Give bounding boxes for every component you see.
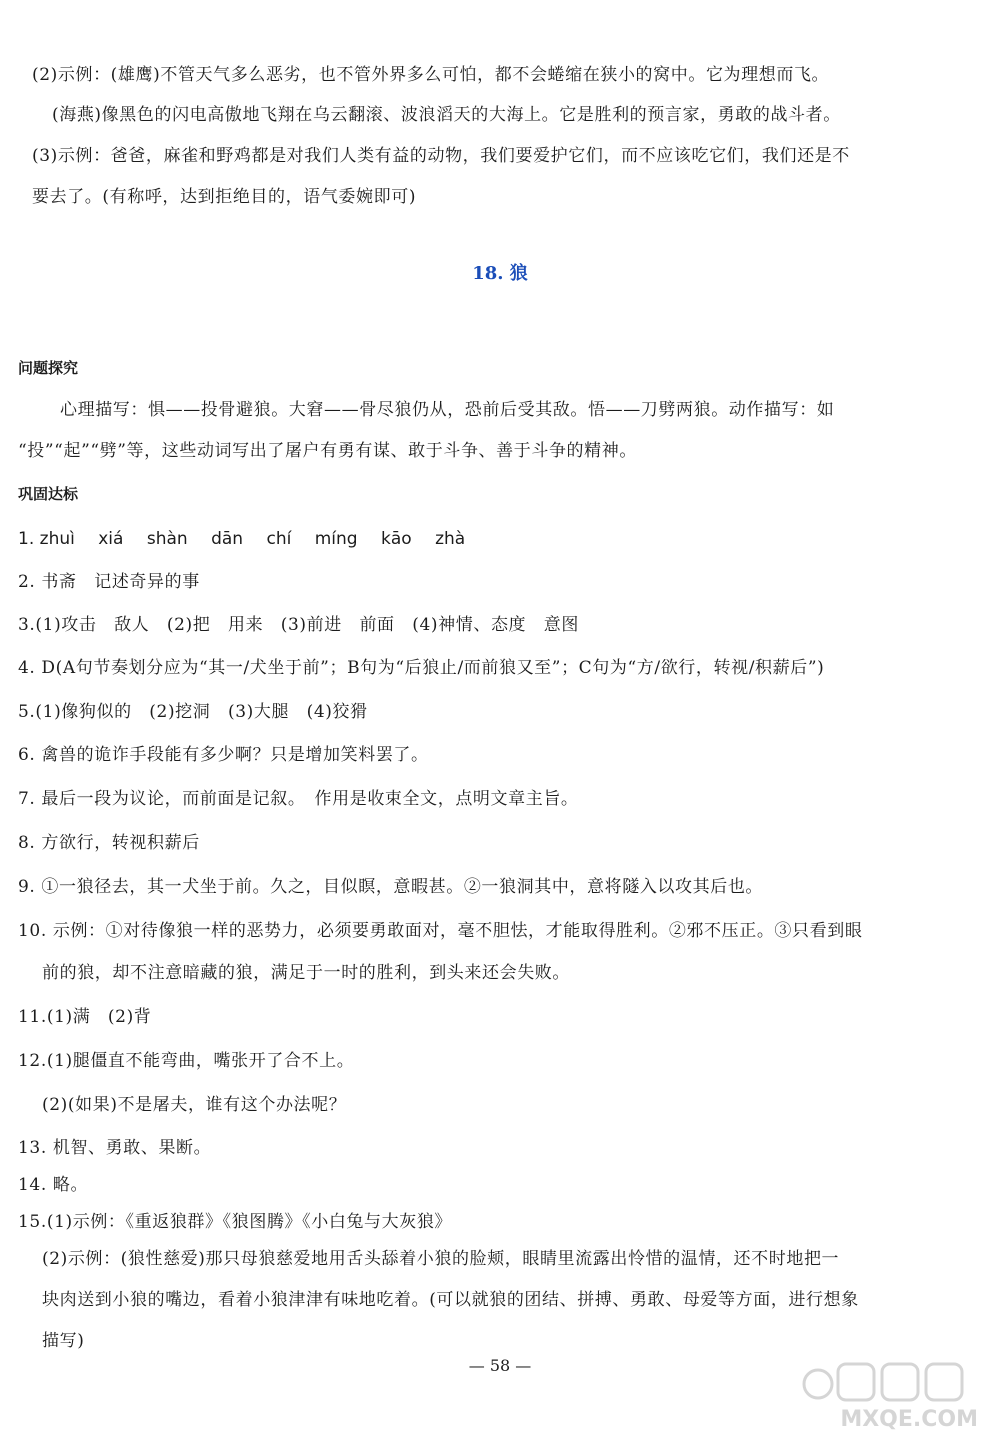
watermark-text: MXQE.COM: [840, 1407, 978, 1432]
paragraph-line: 心理描写：惧——投骨避狼。大窘——骨尽狼仍从，恐前后受其敌。悟——刀劈两狼。动作描写：如: [60, 400, 835, 420]
pinyin-item: míng: [314, 529, 358, 549]
answer-item: 6. 禽兽的诡诈手段能有多少啊？只是增加笑料罢了。: [18, 745, 429, 765]
answer-item: 描写): [42, 1331, 85, 1351]
watermark-logo-icon: [778, 1360, 988, 1432]
pinyin-answer-row: [18, 528, 483, 550]
answer-item: 15.(1)示例：《重返狼群》《狼图腾》《小白兔与大灰狼》: [18, 1212, 453, 1232]
pinyin-item: zhuì: [39, 529, 75, 549]
pinyin-item: kāo: [381, 529, 412, 549]
answer-item: 前的狼，却不注意暗藏的狼，满足于一时的胜利，到头来还会失败。: [42, 963, 570, 983]
answer-line: (2)示例：(雄鹰)不管天气多么恶劣，也不管外界多么可怕，都不会蜷缩在狭小的窝中。它为理想而飞。: [32, 65, 830, 85]
paragraph-line: “投”“起”“劈”等，这些动词写出了屠户有勇有谋、敢于斗争、善于斗争的精神。: [18, 441, 637, 461]
pinyin-item: shàn: [146, 529, 188, 549]
answer-item: 5.(1)像狗似的 (2)挖洞 (3)大腿 (4)狡猾: [18, 702, 368, 722]
answer-item: 块肉送到小狼的嘴边，看着小狼津津有味地吃着。(可以就狼的团结、拼搏、勇敢、母爱等方面，进行想象: [42, 1290, 859, 1310]
answer-line: (3)示例：爸爸，麻雀和野鸡都是对我们人类有益的动物，我们要爱护它们，而不应该吃它们，我们还是不: [32, 146, 850, 166]
answer-item: 12.(1)腿僵直不能弯曲，嘴张开了合不上。: [18, 1051, 355, 1071]
page-number: — 58 —: [468, 1356, 532, 1375]
question-number: 1.: [18, 529, 35, 549]
answer-item: 8. 方欲行，转视积薪后: [18, 833, 200, 853]
answer-item: 11.(1)满 (2)背: [18, 1007, 152, 1027]
answer-item: 2. 书斋 记述奇异的事: [18, 572, 200, 592]
answer-line: 要去了。(有称呼，达到拒绝目的，语气委婉即可): [32, 187, 417, 207]
answer-item: (2)(如果)不是屠夫，谁有这个办法呢？: [42, 1095, 347, 1115]
section-heading-consolidation: 巩固达标: [18, 485, 79, 503]
answer-item: 7. 最后一段为议论，而前面是记叙。 作用是收束全文，点明文章主旨。: [18, 789, 579, 809]
answer-line: (海燕)像黑色的闪电高傲地飞翔在乌云翻滚、波浪滔天的大海上。它是胜利的预言家，勇敢的战斗者。: [52, 105, 841, 125]
watermark-logo: [778, 1360, 988, 1432]
pinyin-item: dān: [211, 529, 244, 549]
answer-item: (2)示例：(狼性慈爱)那只母狼慈爱地用舌头舔着小狼的脸颊，眼睛里流露出怜惜的温情，还不时地把一: [42, 1249, 840, 1269]
section-heading-inquiry: 问题探究: [18, 359, 79, 377]
lesson-title: 18. 狼: [472, 263, 528, 284]
pinyin-item: zhà: [435, 529, 466, 549]
pinyin-item: xiá: [98, 529, 124, 549]
answer-item: 9. ①一狼径去，其一犬坐于前。久之，目似瞑，意暇甚。②一狼洞其中，意将隧入以攻其后也。: [18, 877, 764, 897]
answer-item: 13. 机智、勇敢、果断。: [18, 1138, 212, 1158]
answer-item: 4. D(A句节奏划分应为“其一/犬坐于前”；B句为“后狼止/而前狼又至”；C句为“方/欲行，转视/积薪后”): [18, 658, 825, 678]
answer-item: 10. 示例：①对待像狼一样的恶势力，必须要勇敢面对，毫不胆怯，才能取得胜利。②邪不压正。③只看到眼: [18, 921, 863, 941]
answer-item: 3.(1)攻击 敌人 (2)把 用来 (3)前进 前面 (4)神情、态度 意图: [18, 615, 579, 635]
pinyin-item: chí: [266, 529, 292, 549]
answer-item: 14. 略。: [18, 1175, 89, 1195]
